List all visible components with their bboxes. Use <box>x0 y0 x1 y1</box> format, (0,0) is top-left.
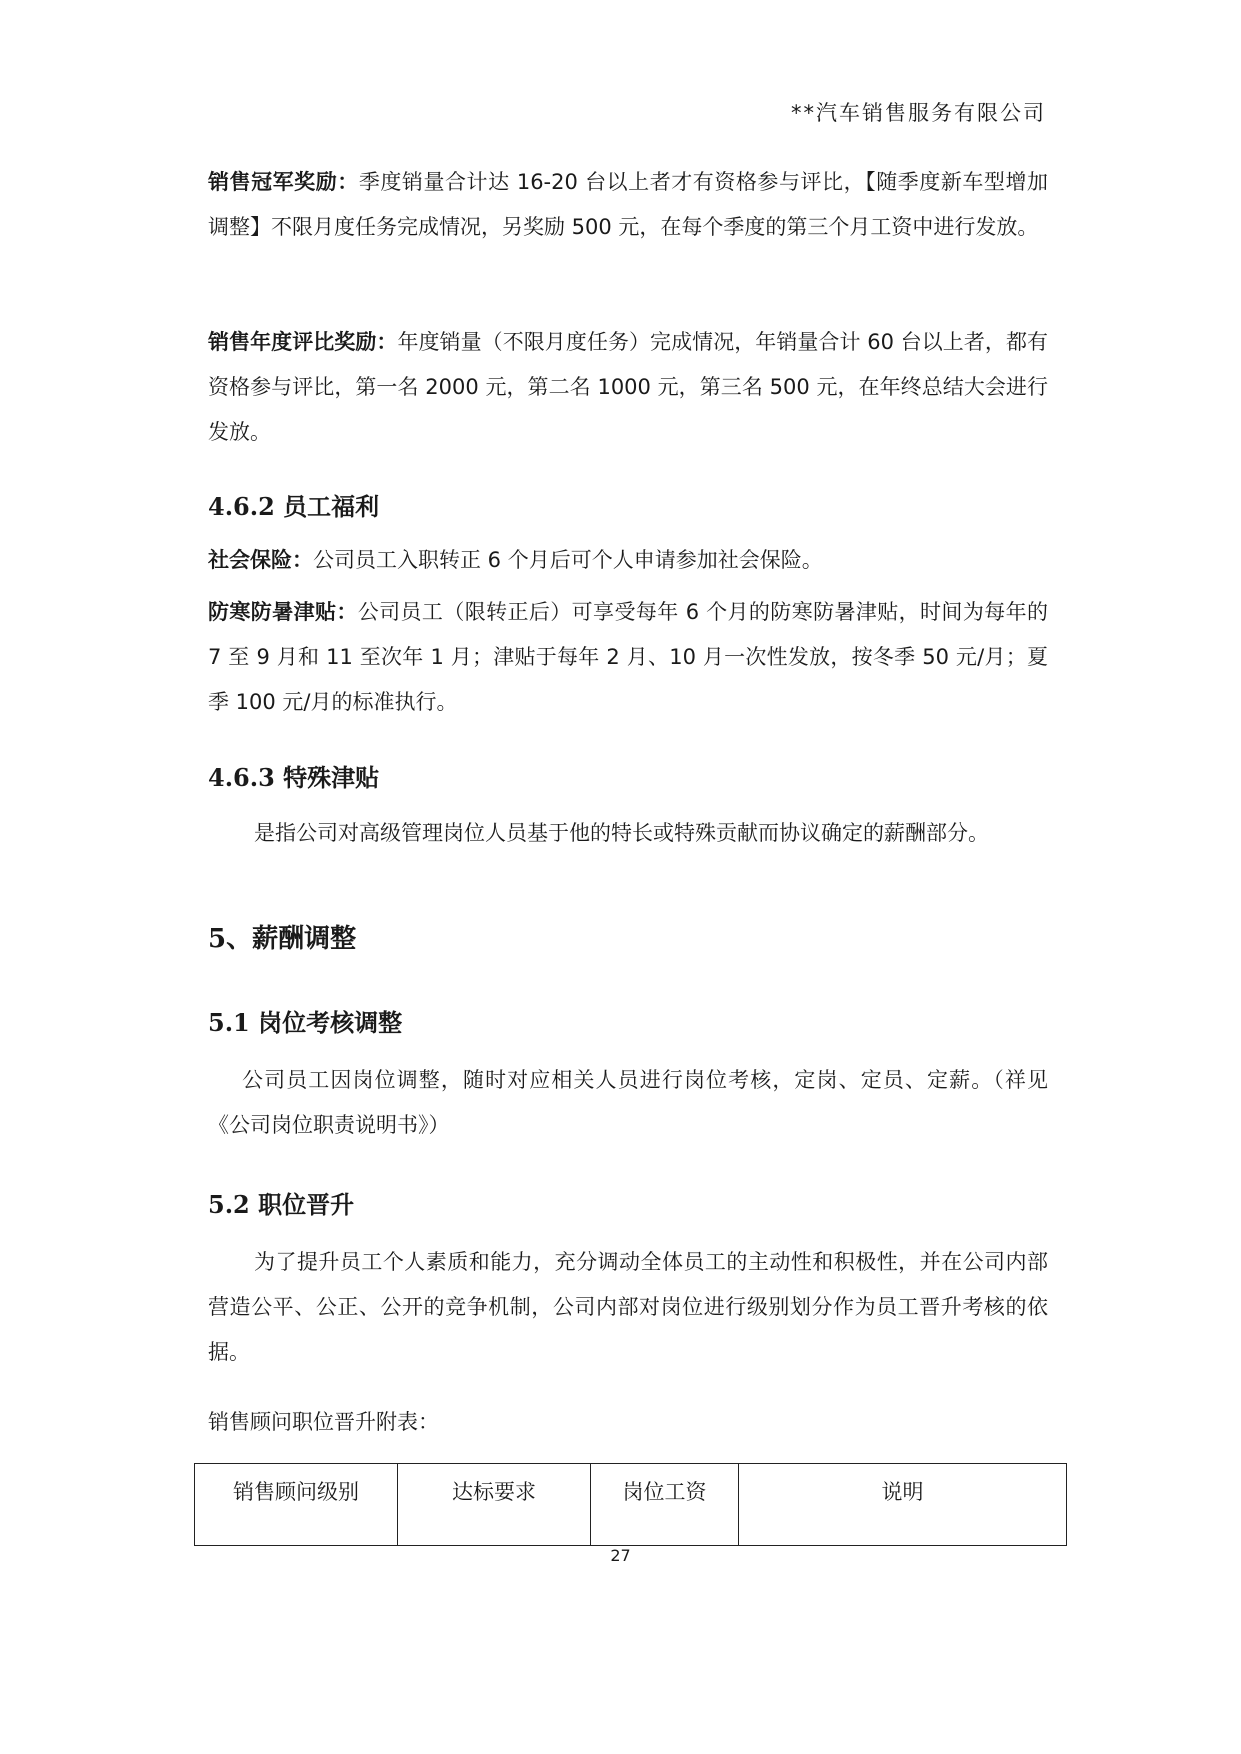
paragraph-lead: 销售年度评比奖励： <box>208 330 398 354</box>
page-number: 27 <box>610 1546 631 1565</box>
promotion-table <box>194 1463 1067 1546</box>
paragraph-lead: 社会保险： <box>208 548 313 572</box>
table-header-cell: 销售顾问级别 <box>195 1464 398 1546</box>
paragraph-social-insurance <box>208 538 1048 583</box>
section-heading-5: 5、薪酬调整 <box>208 924 357 954</box>
paragraph-seasonal-allowance <box>208 590 1048 725</box>
paragraph-text: 年度销量（不限月度任务）完成情况，年销量合计 60 台以上者，都有资格参与评比，第一名 2000 元，第二名 1000 元，第三名 500 元，在年终总结大会进行发放。 <box>208 330 1049 444</box>
paragraph-position-review: 公司员工因岗位调整，随时对应相关人员进行岗位考核，定岗、定员、定薪。（祥见《公司岗位职责说明书》） <box>208 1068 1048 1137</box>
section-heading-5-2: 5.2 职位晋升 <box>208 1190 355 1219</box>
section-heading-4-6-2: 4.6.2 员工福利 <box>208 492 380 521</box>
table-header-row <box>195 1464 1067 1546</box>
table-header-cell: 达标要求 <box>398 1464 591 1546</box>
paragraph-annual-award <box>208 320 1048 455</box>
paragraph-special-allowance: 是指公司对高级管理岗位人员基于他的特长或特殊贡献而协议确定的薪酬部分。 <box>254 821 989 845</box>
paragraph-lead: 防寒防暑津贴： <box>208 600 358 624</box>
paragraph-sales-champion <box>208 160 1048 250</box>
paragraph-text: 季度销量合计达 16-20 台以上者才有资格参与评比，【随季度新车型增加调整】不限月度任务完成情况，另奖励 500 元，在每个季度的第三个月工资中进行发放。 <box>208 170 1048 239</box>
running-header: **汽车销售服务有限公司 <box>791 101 1046 125</box>
paragraph-text: 公司员工入职转正 6 个月后可个人申请参加社会保险。 <box>313 548 823 572</box>
table-header-cell: 岗位工资 <box>591 1464 739 1546</box>
section-heading-5-1: 5.1 岗位考核调整 <box>208 1008 403 1037</box>
paragraph-lead: 销售冠军奖励： <box>208 170 359 194</box>
section-heading-4-6-3: 4.6.3 特殊津贴 <box>208 763 380 792</box>
paragraph-promotion: 为了提升员工个人素质和能力，充分调动全体员工的主动性和积极性，并在公司内部营造公平、公正、公开的竞争机制，公司内部对岗位进行级别划分作为员工晋升考核的依据。 <box>208 1250 1048 1364</box>
table-header-cell: 说明 <box>739 1464 1067 1546</box>
table-caption: 销售顾问职位晋升附表： <box>208 1410 439 1434</box>
paragraph-text: 公司员工（限转正后）可享受每年 6 个月的防寒防暑津贴，时间为每年的 7 至 9 月和 11 至次年 1 月；津贴于每年 2 月、10 月一次性发放，按冬季 50 元/月；夏季 100 元/月的标准执行。 <box>208 600 1048 714</box>
